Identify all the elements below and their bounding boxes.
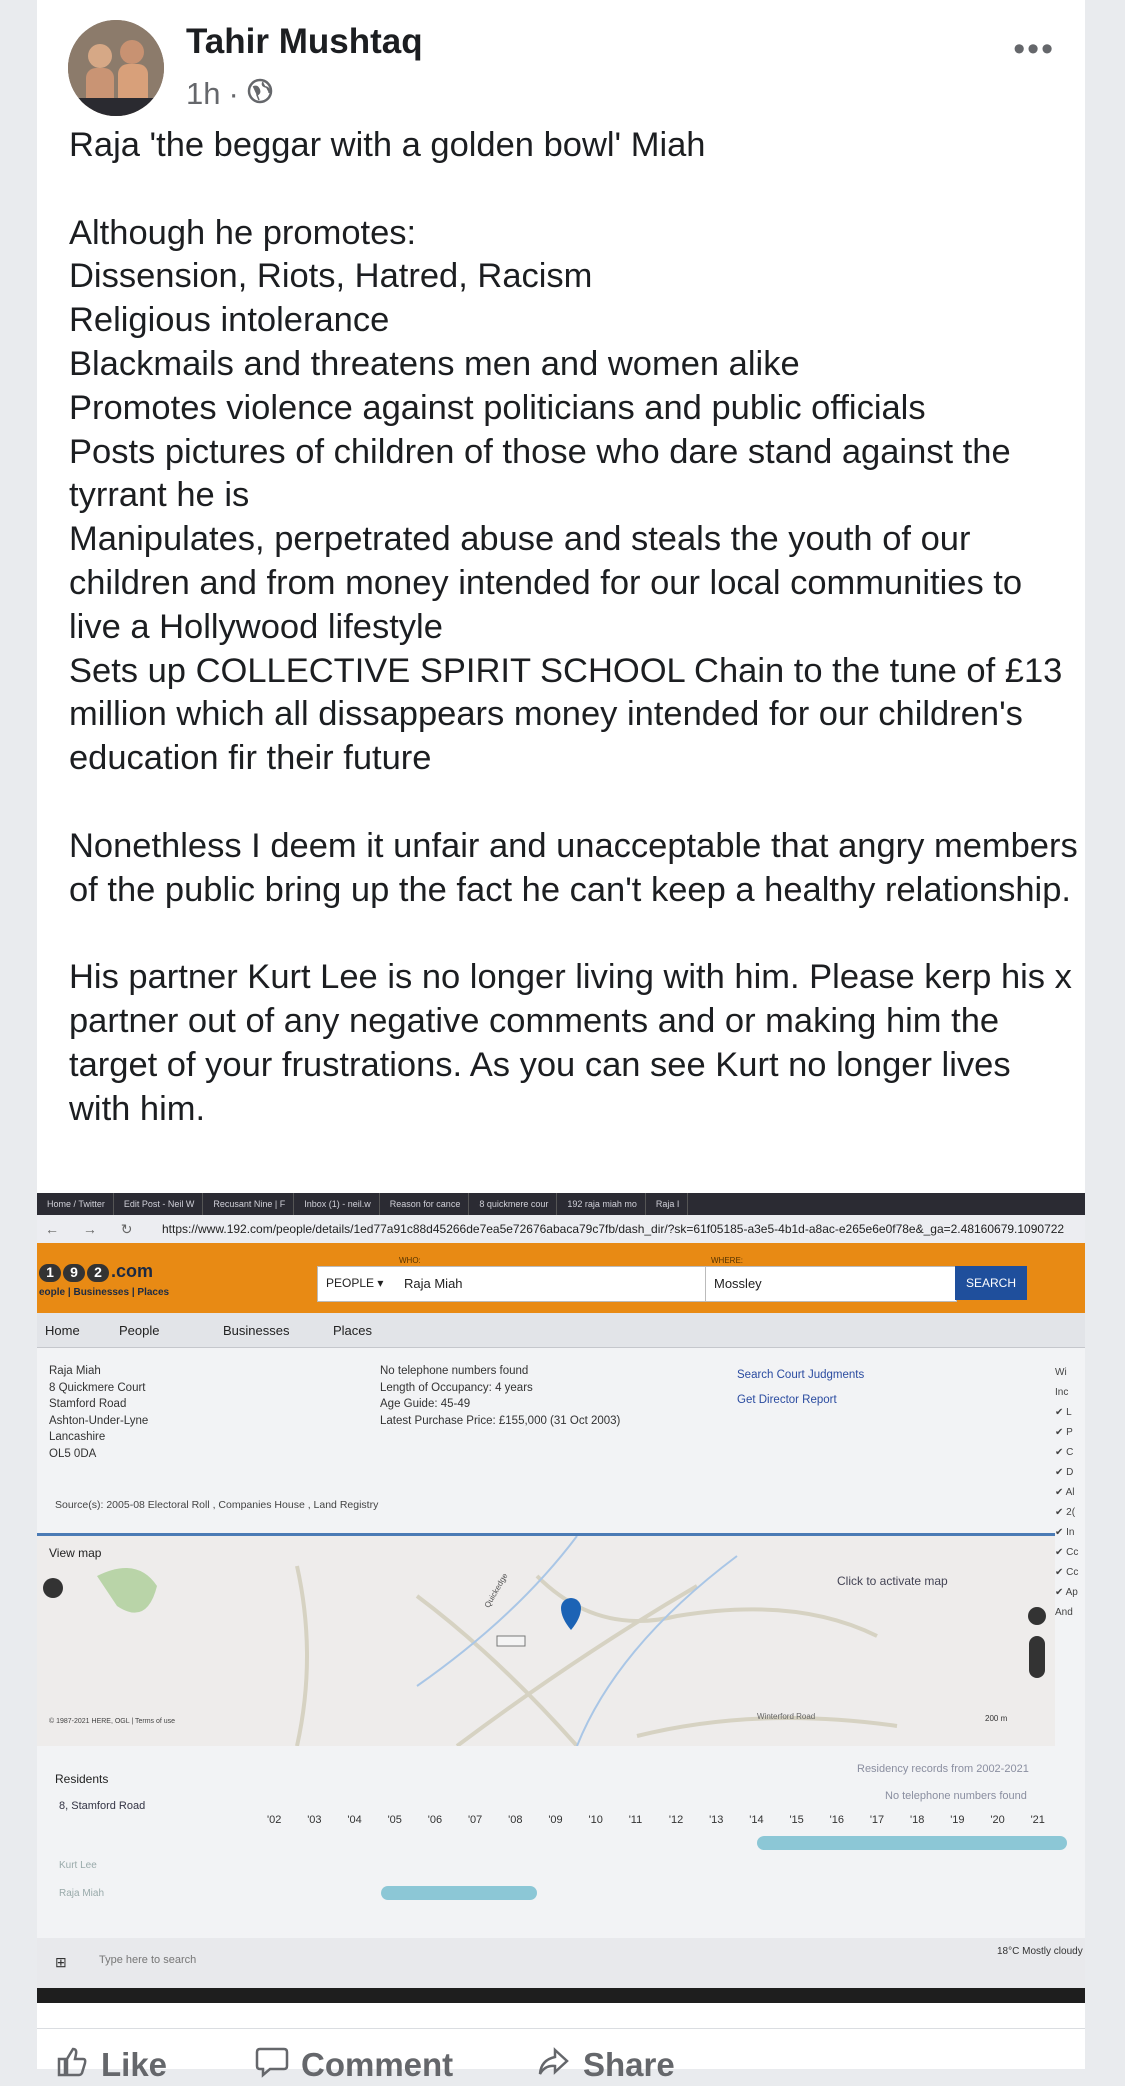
residency-bar	[381, 1886, 537, 1900]
comment-button[interactable]	[255, 2044, 453, 2086]
browser-tab: Recusant Nine | F	[203, 1193, 294, 1215]
menu-home: Home	[45, 1323, 80, 1338]
avatar[interactable]	[68, 20, 164, 116]
sidebar-text: ✔ L	[1055, 1407, 1072, 1418]
residency-bar	[757, 1836, 1067, 1850]
post-body	[69, 124, 1079, 1131]
post-meta	[186, 76, 273, 112]
post-time[interactable]: 1h	[186, 76, 221, 111]
site-menu	[37, 1313, 1085, 1348]
site-header	[37, 1243, 1085, 1313]
sidebar-text: ✔ Al	[1055, 1487, 1075, 1498]
actions-divider	[37, 2028, 1085, 2029]
browser-tab: Reason for cance	[380, 1193, 470, 1215]
post-line: Sets up COLLECTIVE SPIRIT SCHOOL Chain to the tune of £13 million which all dissappears money intended for our children's education fir their future	[69, 651, 1063, 778]
year-label: '13	[709, 1814, 724, 1826]
logo-digit: 9	[63, 1264, 85, 1282]
year-label: '15	[789, 1814, 804, 1826]
sources-text: Source(s): 2005-08 Electoral Roll , Companies House , Land Registry	[55, 1499, 379, 1511]
map-copyright: © 1987-2021 HERE, OGL | Terms of use	[49, 1718, 176, 1725]
post-card	[37, 0, 1085, 2083]
address-line: Ashton-Under-Lyne	[49, 1414, 149, 1427]
browser-tab: 8 quickmere cour	[469, 1193, 557, 1215]
year-label: '04	[347, 1814, 362, 1826]
monitor-screen	[37, 1193, 1085, 1988]
share-icon	[537, 2044, 571, 2086]
meta-separator: ·	[228, 76, 239, 111]
menu-places: Places	[333, 1323, 373, 1338]
year-label: '09	[548, 1814, 563, 1826]
people-select: PEOPLE ▾	[326, 1276, 384, 1290]
facts-block	[380, 1363, 620, 1429]
logo-com: .com	[111, 1261, 154, 1281]
post-line: Religious intolerance	[69, 301, 390, 340]
post-actions	[37, 2036, 1085, 2083]
sidebar-text: ✔ D	[1055, 1467, 1074, 1478]
year-axis	[267, 1814, 1071, 1826]
view-map-label: View map	[49, 1546, 102, 1560]
where-value: Mossley	[714, 1276, 762, 1291]
browser-tab: Raja I	[646, 1193, 689, 1215]
comment-label: Comment	[301, 2046, 454, 2083]
residents-address: 8, Stamford Road	[59, 1800, 146, 1812]
residency-records: Residency records from 2002-2021	[857, 1763, 1029, 1775]
browser-tab: Home / Twitter	[37, 1193, 114, 1215]
post-line: Manipulates, perpetrated abuse and steals the youth of our children and from money intended for our local communities to live a Hollywood lifestyle	[69, 520, 1023, 646]
year-label: '11	[628, 1814, 643, 1826]
year-label: '16	[829, 1814, 844, 1826]
browser-tab: 192 raja miah mo	[557, 1193, 646, 1215]
address-block	[49, 1363, 148, 1462]
who-label: WHO:	[399, 1256, 421, 1265]
year-label: '10	[588, 1814, 603, 1826]
map-label: Winterford Road	[757, 1712, 816, 1721]
browser-tabs	[37, 1193, 1085, 1215]
year-label: '21	[1030, 1814, 1045, 1826]
address-line: Raja Miah	[49, 1365, 101, 1377]
browser-tab: Inbox (1) - neil.w	[294, 1193, 380, 1215]
taskbar-weather: 18°C Mostly cloudy	[997, 1946, 1083, 1957]
year-label: '03	[307, 1814, 322, 1826]
more-options-icon[interactable]: •••	[1013, 30, 1055, 68]
sidebar-text: Wi	[1055, 1367, 1067, 1378]
resident-name: Kurt Lee	[59, 1860, 97, 1871]
author-name[interactable]: Tahir Mushtaq	[186, 22, 423, 61]
map-scale: 200 m	[985, 1714, 1008, 1723]
post-line: Nonethless I deem it unfair and unacceptable that angry members of the public bring up the fact he can't keep a healthy relationship.	[69, 826, 1078, 909]
fact-line: Length of Occupancy: 4 years	[380, 1381, 533, 1394]
search-court-link: Search Court Judgments	[737, 1369, 865, 1381]
menu-businesses: Businesses	[223, 1323, 290, 1338]
comment-icon	[255, 2044, 289, 2086]
links-block	[737, 1363, 864, 1413]
windows-start-icon: ⊞	[55, 1954, 67, 1970]
sidebar-text: ✔ Ap	[1055, 1587, 1078, 1598]
year-label: '18	[910, 1814, 925, 1826]
globe-icon	[247, 76, 273, 112]
nav-arrows-icon: ← → ↻	[45, 1221, 143, 1237]
like-button[interactable]	[55, 2044, 167, 2086]
residents-title: Residents	[55, 1772, 109, 1786]
share-label: Share	[583, 2046, 675, 2083]
fact-line: Latest Purchase Price: £155,000 (31 Oct 2003)	[380, 1414, 621, 1427]
thumbs-up-icon	[55, 2044, 89, 2086]
site-logo	[39, 1261, 169, 1300]
who-field	[317, 1266, 714, 1302]
address-line: OL5 0DA	[49, 1447, 97, 1460]
sidebar-text: ✔ 2(	[1055, 1507, 1076, 1518]
right-sidebar	[1055, 1363, 1085, 1618]
year-label: '02	[267, 1814, 282, 1826]
logo-subtitle: eople | Businesses | Places	[39, 1287, 170, 1298]
fact-line: Age Guide: 45-49	[380, 1398, 471, 1410]
year-label: '19	[950, 1814, 965, 1826]
post-line: Although he promotes:	[69, 213, 417, 252]
logo-digit: 1	[39, 1264, 61, 1282]
windows-taskbar	[37, 1938, 1085, 1988]
residents-phone: No telephone numbers found	[885, 1790, 1027, 1802]
year-label: '14	[749, 1814, 764, 1826]
year-label: '17	[869, 1814, 885, 1826]
site-search-button: SEARCH	[955, 1266, 1027, 1300]
post-line: Blackmails and threatens men and women alike	[69, 344, 800, 383]
sidebar-text: ✔ P	[1055, 1427, 1073, 1438]
resident-name: Raja Miah	[59, 1888, 105, 1899]
who-value: Raja Miah	[404, 1276, 463, 1291]
menu-people: People	[119, 1323, 160, 1338]
sidebar-text: ✔ C	[1055, 1447, 1074, 1458]
post-line: Dissension, Riots, Hatred, Racism	[69, 257, 593, 296]
activate-map-label: Click to activate map	[837, 1574, 948, 1588]
year-label: '05	[387, 1814, 402, 1826]
year-label: '20	[990, 1814, 1005, 1826]
sidebar-text: Inc	[1055, 1387, 1069, 1398]
address-line: 8 Quickmere Court	[49, 1381, 146, 1394]
year-label: '08	[508, 1814, 523, 1826]
share-button[interactable]	[537, 2044, 675, 2086]
post-line: Promotes violence against politicians and public officials	[69, 388, 926, 427]
director-report-link: Get Director Report	[737, 1394, 837, 1406]
where-field	[705, 1266, 957, 1302]
browser-tab: Edit Post - Neil W	[114, 1193, 204, 1215]
fact-line: No telephone numbers found	[380, 1365, 529, 1377]
post-line: His partner Kurt Lee is no longer living with him. Please kerp his x partner out of any negative comments and or making him the target of your frustrations. As you can see Kurt no longer lives with him.	[69, 958, 1072, 1128]
taskbar-search: Type here to search	[99, 1954, 197, 1966]
post-line: Posts pictures of children of those who dare stand against the tyrrant he is	[69, 432, 1011, 515]
year-label: '06	[427, 1814, 443, 1826]
sidebar-text: ✔ In	[1055, 1527, 1075, 1538]
map-label: Quickedge	[482, 1571, 510, 1610]
post-line: Raja 'the beggar with a golden bowl' Miah	[69, 126, 706, 164]
sidebar-text: And	[1055, 1607, 1073, 1618]
page-url: https://www.192.com/people/details/1ed77a91c88d45266de7ea5e72676abaca79c7fb/dash_dir/?sk=61f05185-a3e5-4b1d-a8ac-e265e6e0f78e&_ga=2.48160679.1090722	[162, 1222, 1065, 1236]
address-line: Stamford Road	[49, 1398, 127, 1410]
sidebar-text: ✔ Cc	[1055, 1547, 1079, 1558]
like-label: Like	[101, 2046, 168, 2083]
map	[37, 1533, 1055, 1746]
sidebar-text: ✔ Cc	[1055, 1567, 1079, 1578]
where-label: WHERE:	[711, 1256, 743, 1265]
logo-digit: 2	[87, 1264, 109, 1282]
post-photo[interactable]	[37, 1193, 1085, 2003]
address-bar	[37, 1215, 1085, 1244]
year-label: '12	[668, 1814, 684, 1826]
year-label: '07	[467, 1814, 483, 1826]
address-line: Lancashire	[49, 1431, 106, 1443]
